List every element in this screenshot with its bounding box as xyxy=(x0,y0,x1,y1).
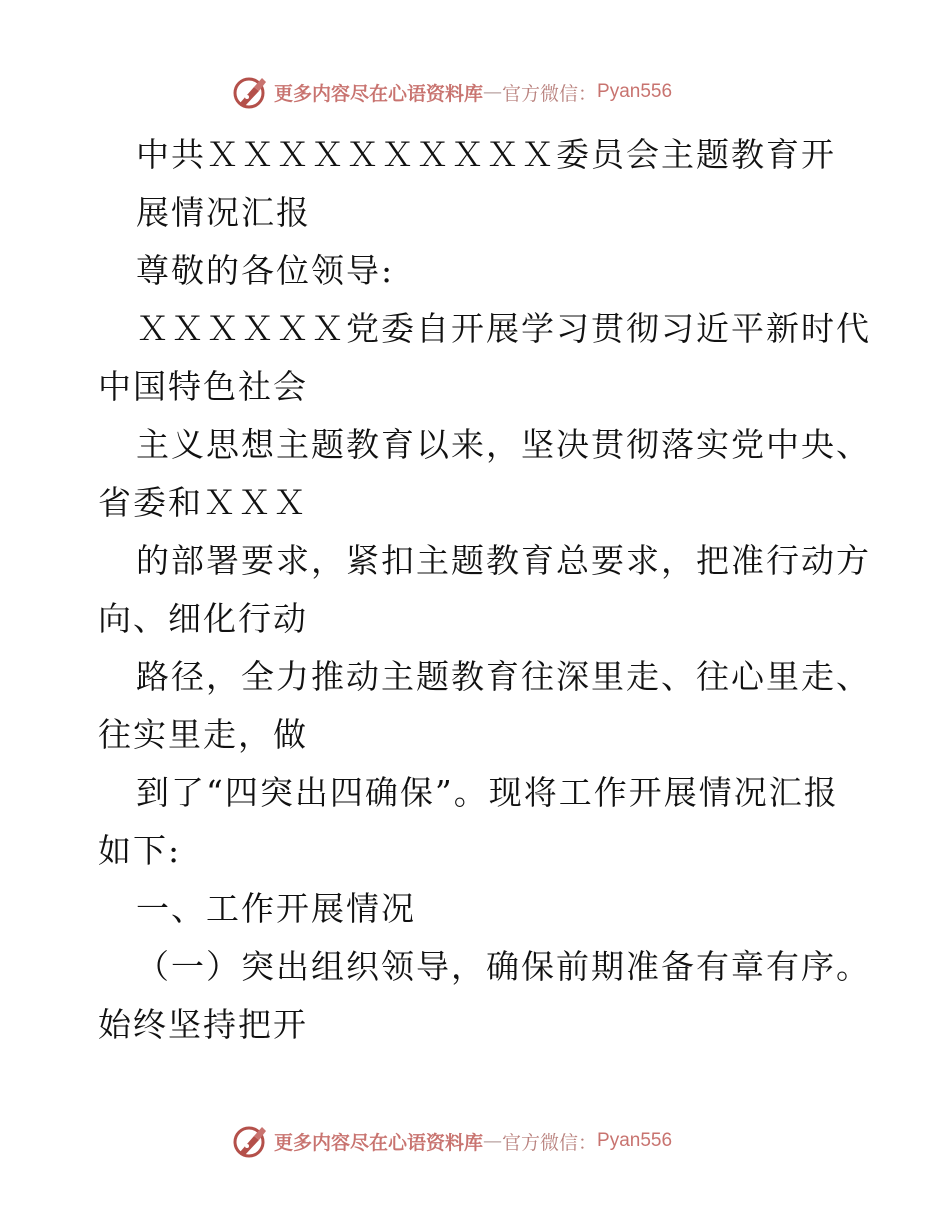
watermark-handle: Pyan556 xyxy=(597,81,673,102)
document-line: 的部署要求，紧扣主题教育总要求，把准行动方 xyxy=(136,541,871,580)
watermark-handle: Pyan556 xyxy=(597,1130,673,1151)
watermark-label: 官方微信： xyxy=(502,1131,598,1154)
header-watermark xyxy=(232,72,672,112)
document-line: 中共ＸＸＸＸＸＸＸＸＸＸ委员会主题教育开 xyxy=(136,135,836,174)
watermark-separator: — xyxy=(483,81,503,103)
watermark-slogan: 更多内容尽在心语资料库 xyxy=(274,1131,484,1154)
document-body xyxy=(98,126,871,1054)
document-line: 路径，全力推动主题教育往深里走、往心里走、 xyxy=(136,657,871,696)
watermark-label: 官方微信： xyxy=(502,82,598,105)
document-line: （一）突出组织领导，确保前期准备有章有序。 xyxy=(136,947,871,986)
document-line: 始终坚持把开 xyxy=(98,1005,308,1044)
document-line: 往实里走，做 xyxy=(98,715,308,754)
pen-logo-icon xyxy=(232,1122,270,1160)
document-line: 尊敬的各位领导: xyxy=(136,251,395,290)
document-line: 省委和ＸＸＸ xyxy=(98,483,308,522)
document-line: 中国特色社会 xyxy=(98,367,308,406)
watermark-separator: — xyxy=(483,1130,503,1152)
document-line: 向、细化行动 xyxy=(98,599,308,638)
pen-logo-icon xyxy=(232,73,270,111)
document-line: 主义思想主题教育以来，坚决贯彻落实党中央、 xyxy=(136,425,871,464)
document-line: 展情况汇报 xyxy=(136,193,311,232)
document-line: 到了“四突出四确保”。现将工作开展情况汇报 xyxy=(136,773,839,812)
document-line: 一、工作开展情况 xyxy=(136,889,416,928)
document-line: 如下: xyxy=(98,831,182,870)
watermark-slogan: 更多内容尽在心语资料库 xyxy=(274,82,484,105)
document-line: ＸＸＸＸＸＸ党委自开展学习贯彻习近平新时代 xyxy=(136,309,871,348)
footer-watermark xyxy=(232,1121,672,1161)
